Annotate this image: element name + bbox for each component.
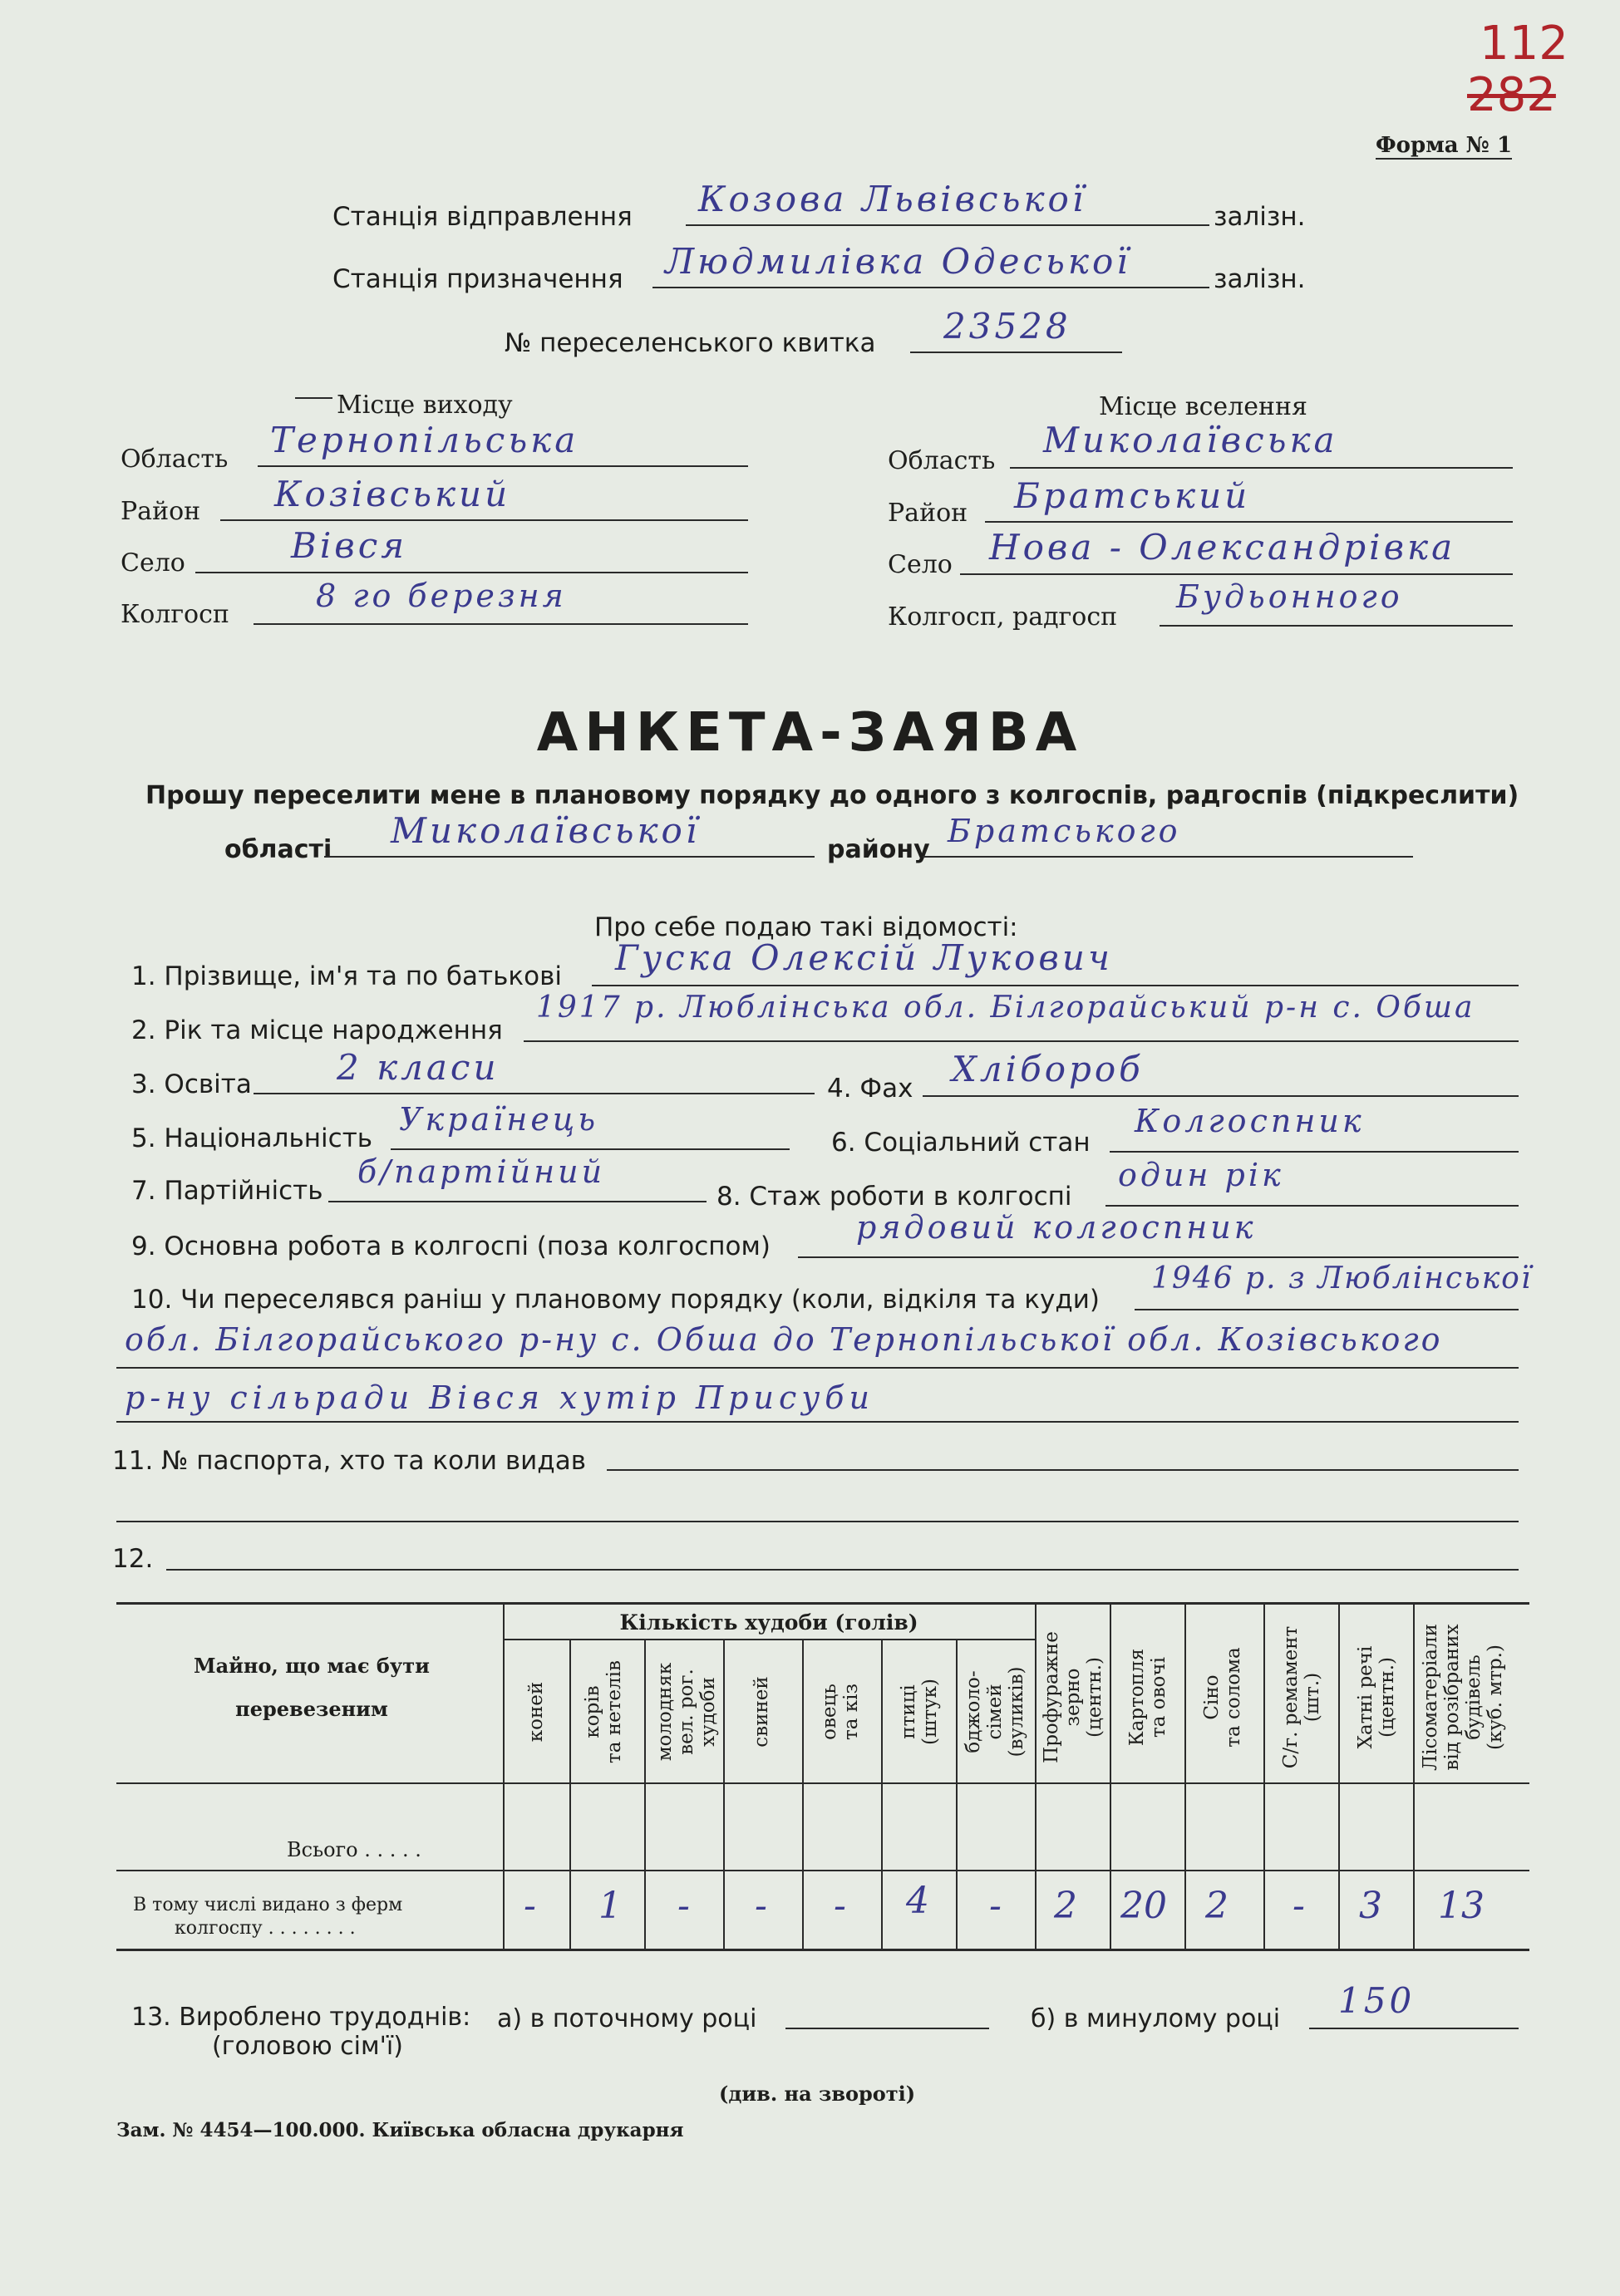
origin-oblast-label: Область [121,445,229,474]
field-4-line [923,1095,1519,1097]
table-top-border [116,1602,1529,1605]
field-1-value: Гуска Олексій Лукович [615,937,1114,978]
workdays-previous-value: 150 [1338,1980,1416,2021]
arrival-value: Людмилівка Одеської [665,241,1131,282]
field-10-value-2: обл. Білгорайського р-ну с. Обша до Тернопільської обл. Козівського [125,1321,1443,1358]
archive-number: 112 [1480,17,1568,71]
col-header-household: Хатні речі (центн.) [1355,1645,1398,1749]
request-text: Прошу переселити мене в плановому порядку до одного з колгоспів, радгоспів (підкреслити) [145,781,1519,810]
origin-kolhosp-line [254,623,748,625]
col-line [1035,1602,1037,1949]
issued-value-young-cattle: - [677,1885,690,1927]
origin-oblast-value: Тернопільська [270,420,579,460]
col-line [956,1639,958,1949]
col-line [1110,1602,1111,1949]
railway-suffix-2: залізн. [1214,264,1306,294]
field-7-line [328,1201,707,1202]
field-1-line [592,985,1519,986]
livestock-header-line [503,1639,1035,1640]
col-line [503,1602,505,1949]
field-3-line [254,1093,815,1094]
request-raion-label: району [827,835,930,864]
departure-line [686,224,1209,226]
field-11-line-2 [116,1521,1519,1522]
origin-kolhosp-value: 8 го березня [316,578,567,614]
request-raion-line [923,856,1413,858]
printer-imprint: Зам. № 4454—100.000. Київська обласна друкарня [116,2119,684,2141]
col-header-horses: коней [525,1681,547,1743]
workdays-previous-label: б) в минулому році [1031,2004,1281,2033]
col-header-sheep: овець та кіз [819,1683,862,1741]
issued-value-potatoes: 20 [1120,1885,1167,1927]
livestock-header: Кількість худоби (голів) [619,1610,918,1635]
ticket-label: № переселенського квитка [505,328,876,358]
archive-number-struck: 282 [1467,68,1556,122]
issued-value-cows: 1 [598,1885,622,1927]
origin-selo-label: Село [121,548,185,578]
field-10-value-3: р-ну сільради Вівся хутір Присуби [125,1379,874,1416]
dest-oblast-value: Миколаївська [1043,420,1338,460]
field-12-label: 12. [112,1544,154,1574]
field-5-label: 5. Національність [131,1123,373,1153]
col-header-timber: Лісоматеріали від розібраних будівель (куб. мтр.) [1420,1624,1506,1771]
dest-kolhosp-line [1160,625,1513,627]
field-12-line [166,1569,1519,1571]
arrival-line [652,287,1209,288]
request-oblast-label: області [224,835,332,864]
issued-value-poultry: 4 [906,1880,929,1922]
field-5-value: Українець [399,1101,599,1138]
field-6-label: 6. Соціальний стан [831,1128,1091,1158]
request-raion-value: Братського [948,813,1181,849]
col-header-pigs: свиней [751,1676,772,1748]
origin-selo-line [195,572,748,573]
field-9-label: 9. Основна робота в колгоспі (поза колгоспом) [131,1232,771,1261]
field-4-value: Хлібороб [952,1049,1144,1089]
dest-selo-value: Нова - Олександрівка [989,527,1456,568]
field-3-label: 3. Освіта [131,1069,252,1099]
issued-value-sheep: - [834,1885,846,1927]
origin-heading: Місце виходу [337,391,513,420]
dest-oblast-line [1010,467,1513,469]
col-header-tools: С/г. ремамент (шт.) [1280,1625,1323,1769]
property-header-2: перевезеним [235,1697,388,1721]
field-2-line [524,1040,1519,1042]
origin-raion-label: Район [121,497,201,526]
issued-value-pigs: - [755,1885,767,1927]
field-5-line [391,1148,790,1150]
field-11-line-1 [607,1469,1519,1471]
col-header-potatoes: Картопля та овочі [1126,1648,1169,1747]
field-6-value: Колгоспник [1135,1103,1365,1139]
dest-raion-label: Район [888,499,968,528]
col-line [1413,1602,1415,1949]
col-line [1263,1602,1265,1949]
col-header-cows: корів та нетелів [582,1660,625,1763]
origin-raion-value: Козівський [274,474,511,514]
property-header-1: Майно, що має бути [194,1654,430,1678]
origin-kolhosp-label: Колгосп [121,600,229,629]
dest-selo-line [960,573,1513,575]
field-10-label: 10. Чи переселявся раніш у плановому порядку (коли, відкіля та куди) [131,1285,1100,1315]
field-8-line [1105,1205,1519,1207]
issued-row-label-1: В тому числі видано з ферм [133,1895,403,1915]
field-9-value: рядовий колгоспник [856,1209,1257,1246]
col-header-grain: Профуражне зерно (центн.) [1041,1631,1105,1763]
field-7-label: 7. Партійність [131,1176,323,1206]
form-title: АНКЕТА-ЗАЯВА [536,702,1084,764]
origin-raion-line [220,519,748,521]
destination-heading: Місце вселення [1099,392,1307,421]
field-6-line [1110,1151,1519,1153]
issued-value-household: 3 [1359,1885,1382,1927]
header-bottom-line [116,1782,1529,1784]
field-4-label: 4. Фах [827,1074,913,1104]
field-2-value: 1917 р. Люблінська обл. Білгорайський р-н с. Обша [536,991,1475,1025]
departure-value: Козова Львівської [698,179,1087,219]
workdays-previous-line [1309,2028,1519,2029]
info-heading: Про себе подаю такі відомості: [594,912,1018,942]
dest-raion-line [985,521,1513,523]
departure-label: Станція відправлення [332,202,633,232]
dest-kolhosp-label: Колгосп, радгосп [888,602,1118,632]
col-line [881,1639,883,1949]
field-3-value: 2 класи [337,1047,500,1088]
origin-heading-tick [295,397,332,399]
field-9-line [798,1256,1519,1258]
field-8-value: один рік [1118,1157,1284,1193]
dest-kolhosp-value: Будьонного [1176,578,1403,615]
form-number-label: Форма № 1 [1376,133,1513,158]
field-2-label: 2. Рік та місце народження [131,1015,503,1045]
origin-oblast-line [258,465,748,467]
issued-value-horses: - [524,1885,536,1927]
issued-value-grain: 2 [1054,1885,1077,1927]
col-line [1184,1602,1186,1949]
issued-value-bees: - [989,1885,1002,1927]
railway-suffix-1: залізн. [1214,202,1306,232]
col-line [723,1639,725,1949]
field-10-line-2 [116,1367,1519,1369]
field-1-label: 1. Прізвище, ім'я та по батькові [131,961,562,991]
field-10-line-1 [1135,1309,1519,1310]
col-header-young-cattle: молодняк вел. рог. худоби [654,1662,719,1762]
col-line [569,1639,571,1949]
request-oblast-value: Миколаївської [391,810,701,851]
arrival-label: Станція призначення [332,264,623,294]
issued-value-hay: 2 [1205,1885,1229,1927]
field-10-value-1: 1946 р. з Люблінської [1151,1261,1533,1295]
issued-value-tools: - [1293,1885,1305,1927]
request-oblast-line [324,856,815,858]
col-line [644,1639,646,1949]
see-reverse-note: (див. на звороті) [719,2082,916,2106]
ticket-line [910,352,1122,353]
total-row-label: Всього . . . . . [287,1838,421,1861]
workdays-current-label: а) в поточному році [497,2004,757,2033]
field-8-label: 8. Стаж роботи в колгоспі [716,1182,1072,1212]
field-11-label: 11. № паспорта, хто та коли видав [112,1446,586,1476]
ticket-value: 23528 [943,306,1071,347]
col-header-poultry: птиці (штук) [898,1679,941,1745]
total-row-line [116,1870,1529,1871]
col-header-hay: Сіно та солома [1201,1647,1244,1748]
workdays-sub-label: (головою сім'ї) [212,2032,403,2061]
origin-selo-value: Вівся [291,525,408,566]
workdays-label: 13. Вироблено трудоднів: [131,2003,471,2032]
col-line [1338,1602,1340,1949]
dest-oblast-label: Область [888,446,996,475]
dest-raion-value: Братський [1014,475,1251,516]
dest-selo-label: Село [888,550,953,579]
table-bottom-border [116,1949,1529,1951]
col-line [802,1639,804,1949]
field-7-value: б/партійний [357,1153,606,1190]
issued-row-label-2: колгоспу . . . . . . . . [175,1918,356,1939]
field-10-line-3 [116,1421,1519,1423]
col-header-bees: бджоло- сімей (вуликів) [963,1666,1027,1758]
workdays-current-line [785,2028,989,2029]
issued-value-timber: 13 [1438,1885,1485,1927]
